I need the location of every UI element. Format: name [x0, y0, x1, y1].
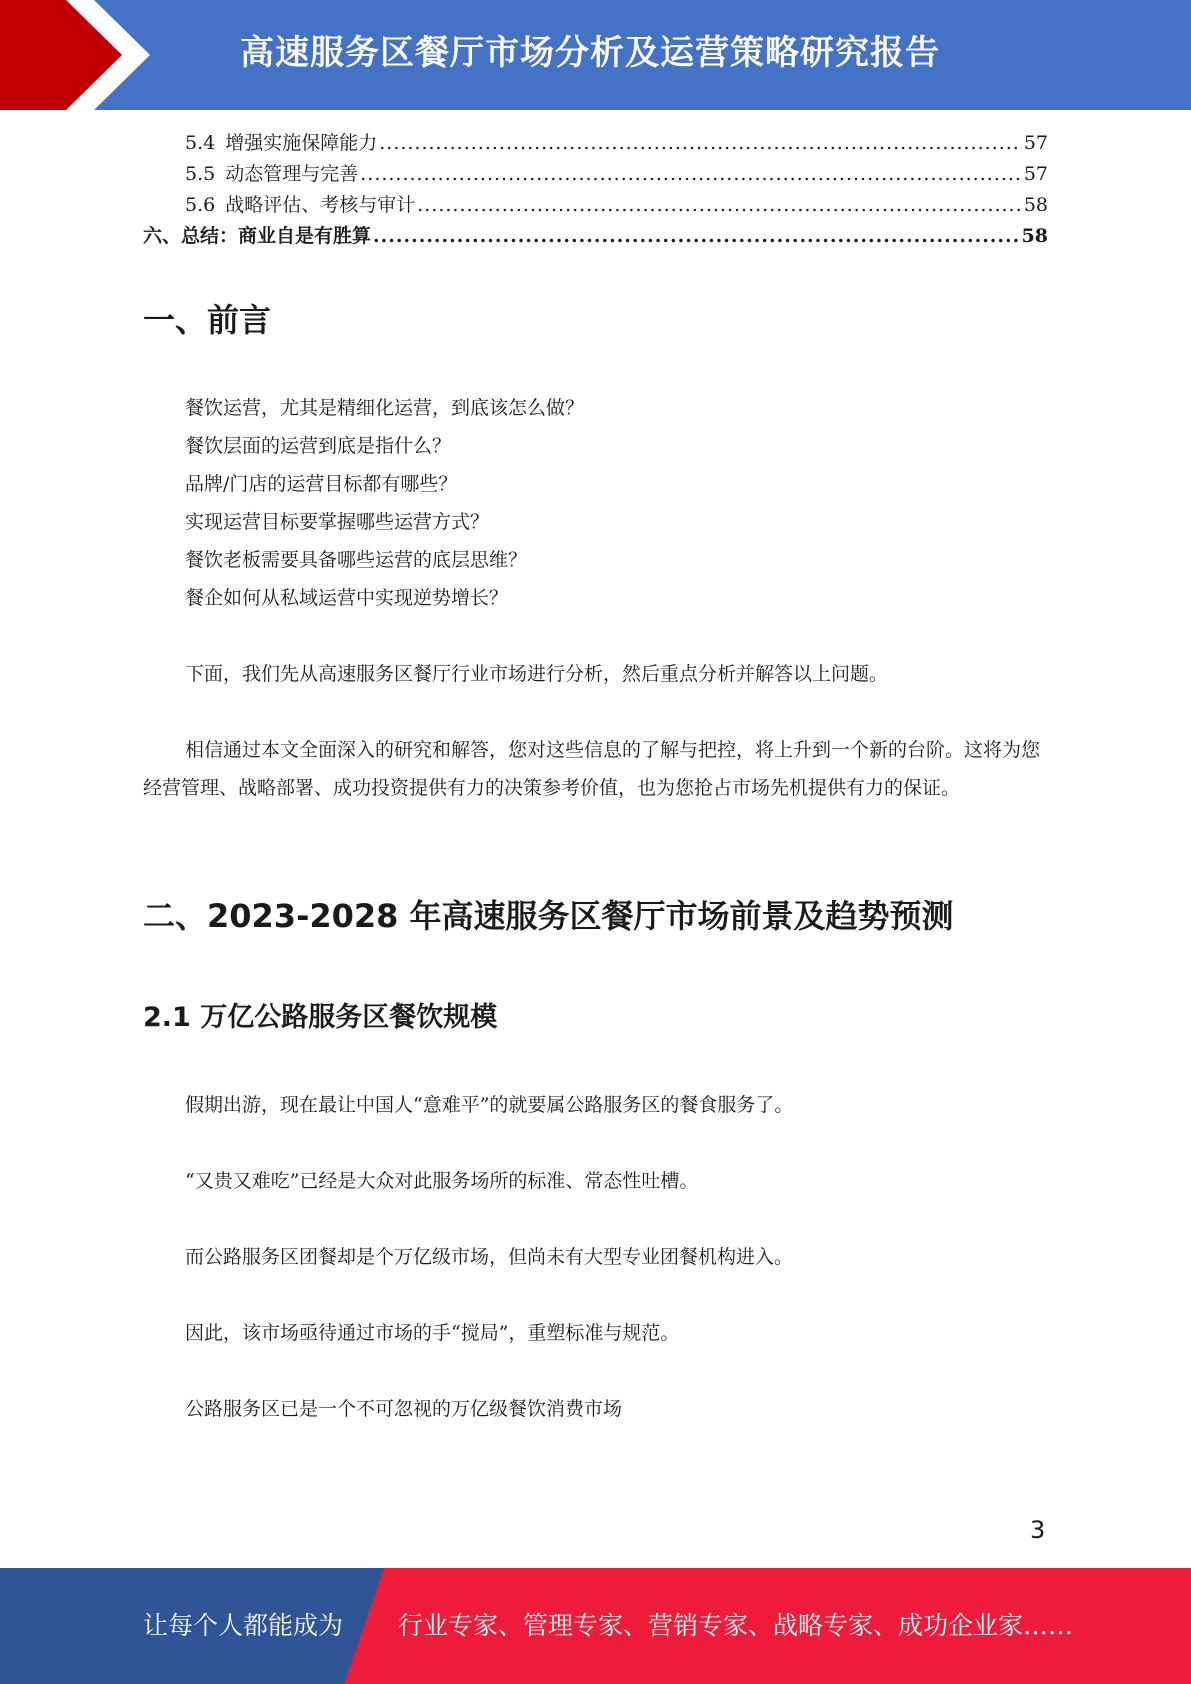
toc-entry-label: 动态管理与完善 — [225, 163, 359, 185]
report-title: 高速服务区餐厅市场分析及运营策略研究报告 — [240, 33, 940, 73]
body-paragraph — [143, 1314, 1048, 1352]
body-paragraph — [143, 1238, 1048, 1276]
toc-entry[interactable] — [143, 159, 1048, 190]
toc-entry-page: 57 — [1023, 132, 1048, 154]
question-list — [143, 389, 1048, 617]
toc-entry[interactable] — [143, 128, 1048, 159]
toc-entry-number: 5.4 — [185, 132, 216, 154]
paragraph-text: 因此，该市场亟待通过市场的手“搅局”，重塑标准与规范。 — [185, 1322, 680, 1344]
footer-slogan-left: 让每个人都能成为 — [143, 1611, 344, 1640]
toc-entry-page: 57 — [1023, 163, 1048, 185]
subsection-heading: 2.1 万亿公路服务区餐饮规模 — [143, 1002, 498, 1033]
toc-entry[interactable] — [143, 190, 1048, 221]
toc-entry-chapter[interactable] — [143, 221, 1048, 252]
toc-leader-dots — [417, 194, 1022, 216]
toc-entry-page: 58 — [1021, 225, 1048, 247]
body-paragraph — [143, 1162, 1048, 1200]
page-header — [0, 0, 1191, 110]
section-heading-preface: 一、前言 — [143, 301, 272, 339]
toc-leader-dots — [373, 225, 1020, 247]
paragraph-text: 而公路服务区团餐却是个万亿级市场，但尚未有大型专业团餐机构进入。 — [185, 1246, 794, 1268]
question-item: 餐饮运营，尤其是精细化运营，到底该怎么做？ — [185, 397, 585, 419]
body-paragraph: 下面，我们先从高速服务区餐厅行业市场进行分析，然后重点分析并解答以上问题。 — [185, 663, 889, 685]
body-paragraph: 相信通过本文全面深入的研究和解答，您对这些信息的了解与把控，将上升到一个新的台阶。这将为您经营管理、战略部署、成功投资提供有力的决策参考价值，也为您抢占市场先机提供有力的保证。 — [143, 739, 1041, 799]
footer-slogan-right: 行业专家、管理专家、营销专家、战略专家、成功企业家…… — [398, 1611, 1074, 1640]
toc-entry-page: 58 — [1023, 194, 1048, 216]
body-paragraph — [143, 1086, 1048, 1124]
paragraph-text: 公路服务区已是一个不可忽视的万亿级餐饮消费市场 — [185, 1398, 623, 1420]
toc-entry-label: 增强实施保障能力 — [225, 132, 378, 154]
question-item: 餐企如何从私域运营中实现逆势增长？ — [185, 587, 509, 609]
toc-entry-number: 5.5 — [185, 163, 216, 185]
toc-entry-label: 战略评估、考核与审计 — [225, 194, 416, 216]
body-paragraph — [143, 1390, 1048, 1428]
table-of-contents — [143, 128, 1048, 252]
page-footer — [0, 1568, 1191, 1684]
paragraph-text: “又贵又难吃”已经是大众对此服务场所的标准、常态性吐槽。 — [185, 1170, 699, 1192]
paragraph-text: 假期出游，现在最让中国人“意难平”的就要属公路服务区的餐食服务了。 — [185, 1094, 794, 1116]
toc-entry-label: 六、总结：商业自是有胜算 — [143, 225, 372, 247]
question-item: 餐饮老板需要具备哪些运营的底层思维？ — [185, 549, 528, 571]
toc-entry-number: 5.6 — [185, 194, 216, 216]
toc-leader-dots — [360, 163, 1022, 185]
question-item: 实现运营目标要掌握哪些运营方式？ — [185, 511, 490, 533]
toc-leader-dots — [379, 132, 1022, 154]
question-item: 餐饮层面的运营到底是指什么？ — [185, 435, 452, 457]
page-number: 3 — [1030, 1516, 1046, 1544]
section-heading-outlook: 二、2023-2028 年高速服务区餐厅市场前景及趋势预测 — [143, 897, 954, 935]
question-item: 品牌/门店的运营目标都有哪些？ — [185, 473, 458, 495]
